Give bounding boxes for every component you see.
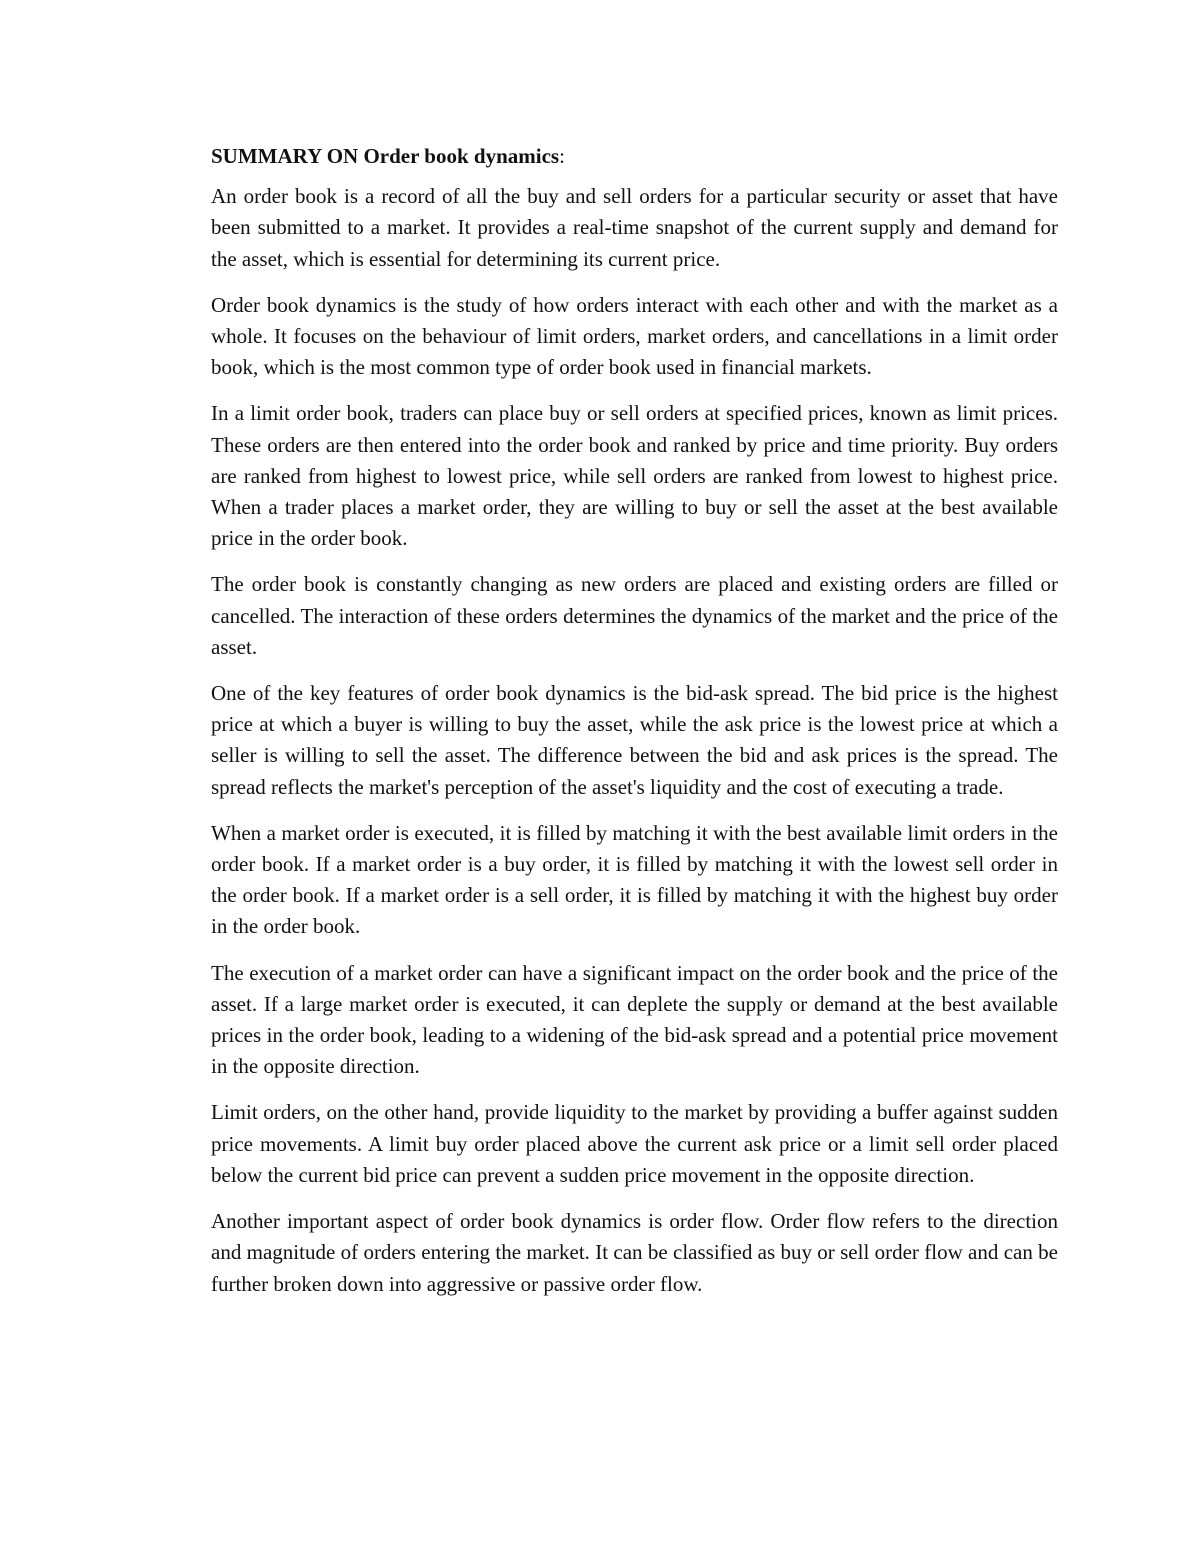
paragraph-bid-ask-spread: One of the key features of order book dynamics is the bid-ask spread. The bid price is the highest price at which a buyer is willing to buy the asset, while the ask price is the lowest price at which a seller is willing to sell the asset. The difference between the bid and ask prices is the spread. The spread reflects the market's perception of the asset's liquidity and the cost of executing a trade.: [211, 681, 1058, 799]
document-body: [211, 141, 1058, 1315]
paragraph-limit-order-book: In a limit order book, traders can place buy or sell orders at specified prices, known as limit prices. These orders are then entered into the order book and ranked by price and time priority. Buy orders are ranked from highest to lowest price, while sell orders are ranked from lowest to highest price. When a trader places a market order, they are willing to buy or sell the asset at the best available price in the order book.: [211, 401, 1058, 551]
heading-title: SUMMARY ON Order book dynamics: [211, 144, 560, 168]
paragraph-market-order-execution: When a market order is executed, it is filled by matching it with the best available limit orders in the order book. If a market order is a buy order, it is filled by matching it with the lowest sell order in the order book. If a market order is a sell order, it is filled by matching it with the highest buy order in the order book.: [211, 820, 1058, 939]
paragraph-order-book-definition: An order book is a record of all the buy and sell orders for a particular security or asset that have been submitted to a market. It provides a real-time snapshot of the current supply and demand for the asset, which is essential for determining its current price.: [211, 184, 1058, 271]
paragraph-constant-change: The order book is constantly changing as new orders are placed and existing orders are filled or cancelled. The interaction of these orders determines the dynamics of the market and the price of the asset.: [211, 572, 1058, 659]
paragraph-market-order-impact: The execution of a market order can have a significant impact on the order book and the price of the asset. If a large market order is executed, it can deplete the supply or demand at the best available prices in the order book, leading to a widening of the bid-ask spread and a potential price movement in the opposite direction.: [211, 960, 1058, 1079]
paragraph-limit-order-liquidity: Limit orders, on the other hand, provide liquidity to the market by providing a buffer against sudden price movements. A limit buy order placed above the current ask price or a limit sell order placed below the current bid price can prevent a sudden price movement in the opposite direction.: [211, 1100, 1058, 1187]
paragraph-order-book-dynamics: Order book dynamics is the study of how orders interact with each other and with the market as a whole. It focuses on the behaviour of limit orders, market orders, and cancellations in a limit order book, which is the most common type of order book used in financial markets.: [211, 292, 1058, 380]
heading-colon: :: [559, 144, 565, 168]
paragraph-order-flow: Another important aspect of order book dynamics is order flow. Order flow refers to the direction and magnitude of orders entering the market. It can be classified as buy or sell order flow and can be further broken down into aggressive or passive order flow.: [211, 1209, 1058, 1296]
document-heading: [211, 141, 1058, 172]
